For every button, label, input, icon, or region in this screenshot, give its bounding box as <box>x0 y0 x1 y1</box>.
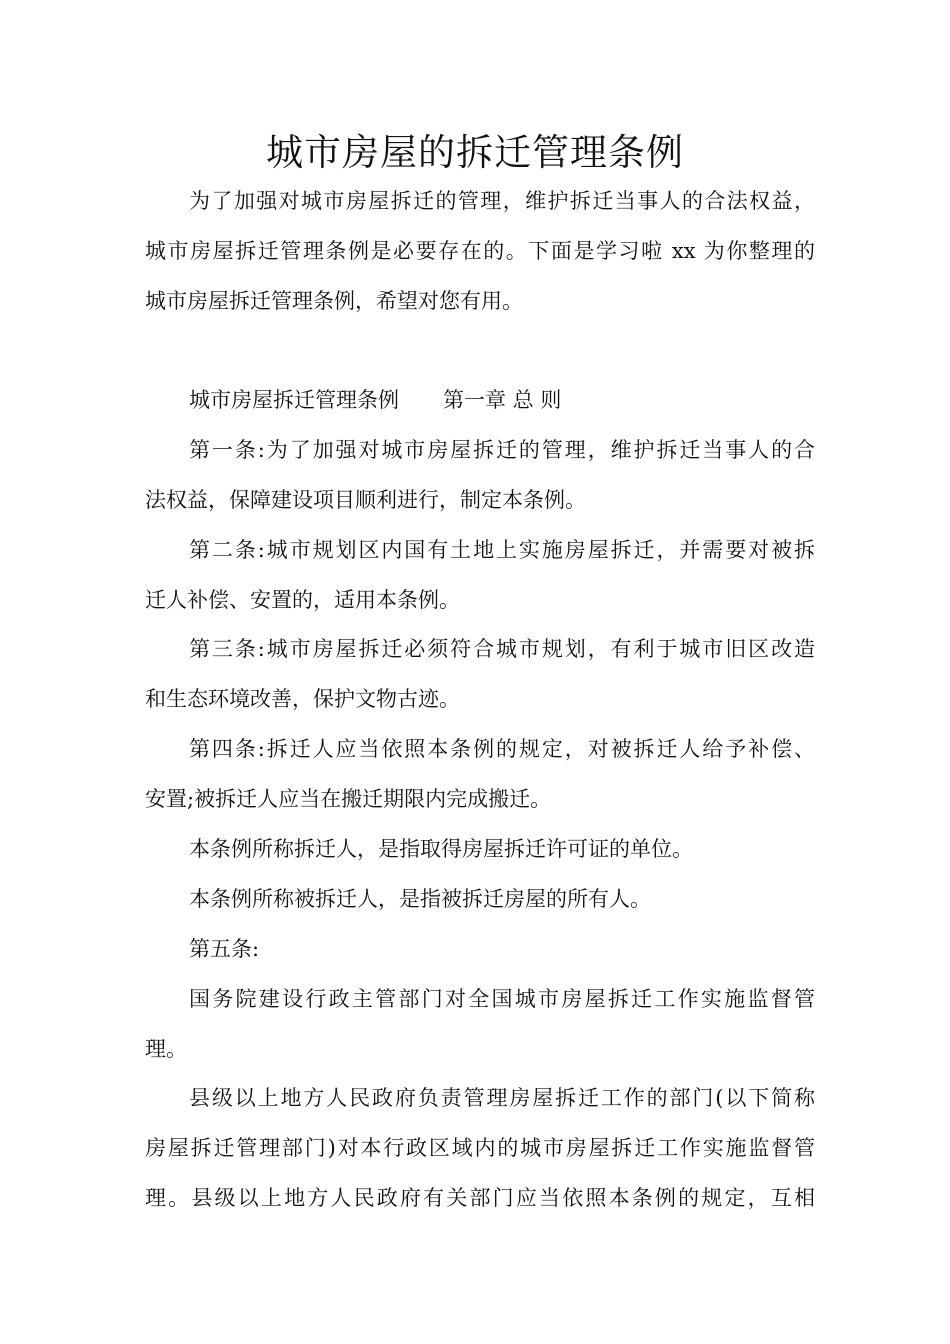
intro-line-1: 为了加强对城市房屋拆迁的管理，维护拆迁当事人的合法权益， <box>189 189 815 213</box>
article-5-para-2-line-3: 理。县级以上地方人民政府有关部门应当依照本条例的规定，互相 <box>145 1186 815 1210</box>
paragraph-demolished-definition: 本条例所称被拆迁人，是指被拆迁房屋的所有人。 <box>189 887 651 911</box>
article-5-para-1-line-2: 理。 <box>145 1037 187 1061</box>
document-title: 城市房屋的拆迁管理条例 <box>266 131 684 174</box>
article-5-heading: 第五条: <box>189 937 260 961</box>
article-1-line-2: 法权益，保障建设项目顺利进行，制定本条例。 <box>145 488 586 512</box>
article-5-para-2-line-2: 房屋拆迁管理部门)对本行政区域内的城市房屋拆迁工作实施监督管 <box>145 1136 815 1160</box>
article-4-line-1: 第四条:拆迁人应当依照本条例的规定，对被拆迁人给予补偿、 <box>189 737 815 761</box>
article-5-para-1-line-1: 国务院建设行政主管部门对全国城市房屋拆迁工作实施监督管 <box>189 987 815 1011</box>
article-1-line-1: 第一条:为了加强对城市房屋拆迁的管理，维护拆迁当事人的合 <box>189 438 815 462</box>
article-3-line-2: 和生态环境改善，保护文物古迹。 <box>145 687 460 711</box>
intro-line-3: 城市房屋拆迁管理条例，希望对您有用。 <box>145 289 523 313</box>
chapter-title: 第一章 总 则 <box>443 388 562 412</box>
article-4-line-2: 安置;被拆迁人应当在搬迁期限内完成搬迁。 <box>145 787 552 811</box>
article-5-para-2-line-1: 县级以上地方人民政府负责管理房屋拆迁工作的部门(以下简称 <box>189 1086 815 1110</box>
regulation-name: 城市房屋拆迁管理条例 <box>189 388 399 412</box>
article-2-line-2: 迁人补偿、安置的，适用本条例。 <box>145 588 460 612</box>
paragraph-demolisher-definition: 本条例所称拆迁人，是指取得房屋拆迁许可证的单位。 <box>189 837 693 861</box>
intro-line-2: 城市房屋拆迁管理条例是必要存在的。下面是学习啦 xx 为你整理的 <box>145 239 815 263</box>
chapter-heading <box>189 385 815 415</box>
article-3-line-1: 第三条:城市房屋拆迁必须符合城市规划，有利于城市旧区改造 <box>189 637 815 661</box>
article-2-line-1: 第二条:城市规划区内国有土地上实施房屋拆迁，并需要对被拆 <box>189 538 815 562</box>
